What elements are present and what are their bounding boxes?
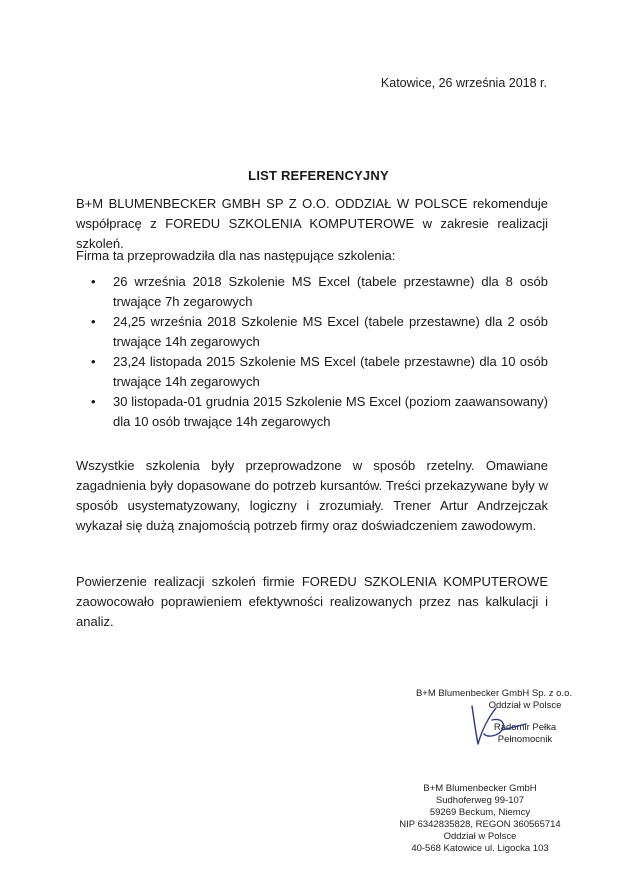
trainings-list [76, 272, 548, 432]
letter-date: Katowice, 26 września 2018 r. [380, 76, 547, 90]
training-text: 30 listopada-01 grudnia 2015 Szkolenie MS Excel (poziom zaawansowany) dla 10 osób trwające 14h zegarowych [113, 394, 548, 429]
bullet-icon: • [91, 314, 96, 329]
handwritten-signature [462, 700, 532, 748]
list-intro: Firma ta przeprowadziła dla nas następujące szkolenia: [76, 248, 396, 263]
company-stamp-line: B+M Blumenbecker GmbH [423, 783, 537, 794]
company-stamp-line: NIP 6342835828, REGON 360565714 [399, 819, 561, 830]
bullet-icon: • [91, 274, 96, 289]
company-stamp-line: 59269 Beckum, Niemcy [429, 807, 531, 818]
stamp-branch-line: Oddział w Polsce [488, 700, 562, 711]
list-item [76, 312, 548, 352]
list-item [76, 272, 548, 312]
bullet-icon: • [91, 354, 96, 369]
training-text: 24,25 września 2018 Szkolenie MS Excel (tabele przestawne) dla 2 osób trwające 14h zegarowych [113, 314, 548, 349]
conclusion-paragraph: Powierzenie realizacji szkoleń firmie FOREDU SZKOLENIA KOMPUTEROWE zaowocowało poprawieniem efektywności realizowanych przez nas kalkulacji i analiz. [76, 574, 548, 629]
company-stamp-line: 40-568 Katowice ul. Ligocka 103 [411, 843, 549, 854]
list-item [76, 392, 548, 432]
stamp-role-line: Pełnomocnik [497, 734, 553, 745]
company-stamp-line: Sudhoferweg 99-107 [435, 795, 525, 806]
assessment-paragraph: Wszystkie szkolenia były przeprowadzone w sposób rzetelny. Omawiane zagadnienia były dopasowane do potrzeb kursantów. Treści przekazywane były w sposób usystematyzowany, logiczny i zrozumiały. Trener Artur Andrzejczak wykazał się dużą znajomością potrzeb firmy oraz doświadczeniem zawodowym. [76, 458, 548, 533]
stamp-name-line: Radomir Pełka [493, 722, 557, 733]
training-text: 23,24 listopada 2015 Szkolenie MS Excel (tabele przestawne) dla 10 osób trwające 14h zegarowych [113, 354, 548, 389]
letter-title: LIST REFERENCYJNY [248, 168, 389, 183]
training-text: 26 września 2018 Szkolenie MS Excel (tabele przestawne) dla 8 osób trwające 7h zegarowych [113, 274, 548, 309]
company-stamp-line: Oddział w Polsce [443, 831, 517, 842]
list-item [76, 352, 548, 392]
intro-paragraph: B+M BLUMENBECKER GMBH SP Z O.O. ODDZIAŁ W POLSCE rekomenduje współpracę z FOREDU SZKOLENIA KOMPUTEROWE w zakresie realizacji szkoleń. [76, 196, 548, 251]
bullet-icon: • [91, 394, 96, 409]
stamp-company-line: B+M Blumenbecker GmbH Sp. z o.o. [415, 688, 572, 699]
company-stamp [380, 783, 580, 855]
